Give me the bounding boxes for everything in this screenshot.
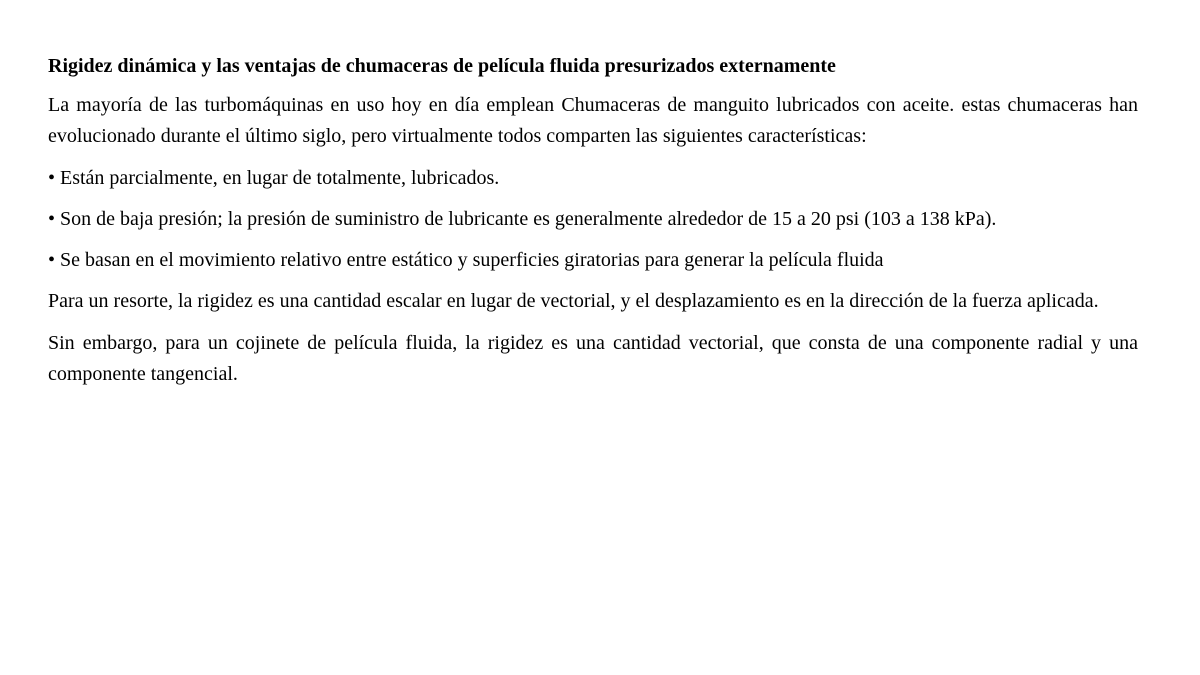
paragraph-spring-stiffness: Para un resorte, la rigidez es una cantidad escalar en lugar de vectorial, y el desplazamiento es en la dirección de la fuerza aplicada. xyxy=(48,290,1099,312)
bullet-item-pressure: • Son de baja presión; la presión de suministro de lubricante es generalmente alrededor de 15 a 20 psi (103 a 138 kPa). xyxy=(48,208,997,230)
document-title: Rigidez dinámica y las ventajas de chumaceras de película fluida presurizados externamente xyxy=(48,55,836,77)
paragraph-intro: La mayoría de las turbomáquinas en uso hoy en día emplean Chumaceras de manguito lubricados con aceite. estas chumaceras han evolucionado durante el último siglo, pero virtualmente todos comparten las siguientes características: xyxy=(48,94,1138,147)
bullet-item-relative-motion: • Se basan en el movimiento relativo entre estático y superficies giratorias para generar la película fluida xyxy=(48,249,884,271)
paragraph-bearing-stiffness: Sin embargo, para un cojinete de película fluida, la rigidez es una cantidad vectorial, que consta de una componente radial y una componente tangencial. xyxy=(48,332,1138,385)
bullet-item-lubrication: • Están parcialmente, en lugar de totalmente, lubricados. xyxy=(48,167,500,189)
